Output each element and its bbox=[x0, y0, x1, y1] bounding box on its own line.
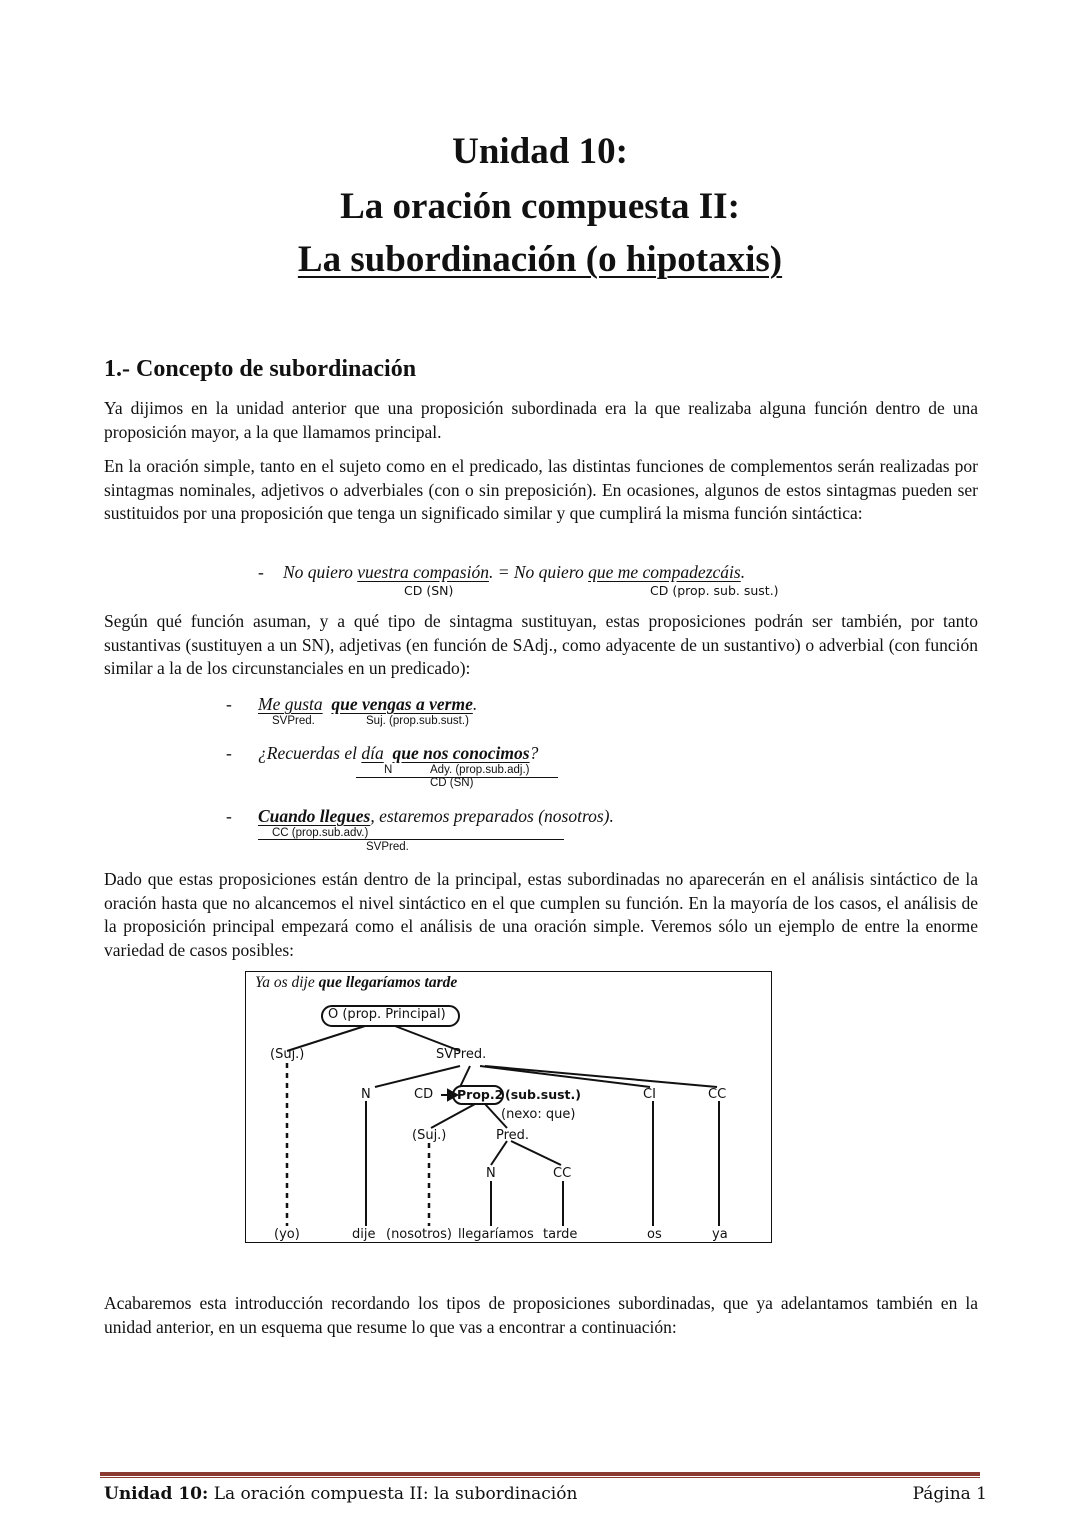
example-0-cd1: vuestra compasión bbox=[357, 562, 489, 582]
paragraph-1: Ya dijimos en la unidad anterior que una proposición subordinada era la que realizaba alguna función dentro de una proposición mayor, a la que llamamos principal. bbox=[104, 398, 978, 442]
diagram-cc-label: CC bbox=[708, 1087, 727, 1102]
title-line-3: La subordinación (o hipotaxis) bbox=[297, 239, 783, 280]
diagram-word-dije: dije bbox=[352, 1227, 376, 1242]
example-0-part: . bbox=[740, 562, 746, 582]
example-0-label-cd-prop: CD (prop. sub. sust.) bbox=[650, 583, 779, 598]
example-1-label-svpred: SVPred. bbox=[272, 715, 315, 727]
example-3-label-svpred: SVPred. bbox=[366, 841, 409, 853]
example-2-qmark: ? bbox=[529, 743, 539, 763]
title-line-3-wrap bbox=[0, 238, 1080, 281]
example-2-label-ady: Ady. (prop.sub.adj.) bbox=[430, 764, 530, 776]
diagram-word-ya: ya bbox=[712, 1227, 728, 1242]
diagram-word-os: os bbox=[647, 1227, 662, 1242]
example-3-sentence bbox=[258, 806, 614, 827]
example-1-suj: que vengas a verme bbox=[331, 694, 473, 714]
diagram-subsust-label: (sub.sust.) bbox=[505, 1087, 581, 1102]
diagram-pred-label: Pred. bbox=[496, 1128, 530, 1143]
example-0-part: No quiero bbox=[283, 562, 358, 582]
bullet-dash: - bbox=[226, 743, 232, 763]
diagram-suj2-label: (Suj.) bbox=[412, 1128, 447, 1143]
title-line-1: Unidad 10: bbox=[452, 131, 628, 172]
example-2-sentence bbox=[258, 743, 538, 764]
diagram-word-yo: (yo) bbox=[274, 1227, 300, 1242]
title-line-2: La oración compuesta II: bbox=[340, 186, 740, 227]
footer-rule bbox=[100, 1472, 980, 1476]
diagram-sentence-plain: Ya os dije bbox=[255, 974, 319, 991]
example-0-cd2: que me compadezcáis bbox=[588, 562, 741, 582]
diagram-cd-label: CD bbox=[414, 1087, 434, 1102]
diagram-ci-label: CI bbox=[643, 1087, 656, 1102]
example-1-period: . bbox=[472, 694, 478, 714]
footer-title-bold: Unidad 10: bbox=[104, 1484, 209, 1504]
paragraph-5: Acabaremos esta introducción recordando los tipos de proposiciones subordinadas, que ya adelantamos también en la unidad anterior, en un esquema que resume lo que vas a encontrar a continuación: bbox=[104, 1293, 978, 1337]
example-2-label-n: N bbox=[384, 764, 393, 776]
diagram-sentence-bold: que llegaríamos tarde bbox=[318, 974, 458, 991]
footer-rule-thin bbox=[100, 1477, 980, 1478]
example-2-part: ¿Recuerdas el bbox=[258, 743, 362, 763]
bullet-dash: - bbox=[226, 694, 232, 714]
section-heading: 1.- Concepto de subordinación bbox=[104, 356, 417, 382]
example-2-noun: día bbox=[361, 743, 384, 763]
diagram-n-label: N bbox=[361, 1087, 371, 1102]
example-3-label-cc: CC (prop.sub.adv.) bbox=[272, 827, 369, 839]
example-3-part: , estaremos preparados (nosotros). bbox=[370, 806, 614, 826]
diagram-root-label: O (prop. Principal) bbox=[328, 1007, 446, 1022]
paragraph-3: Según qué función asuman, y a qué tipo de sintagma sustituyan, estas proposiciones podrán ser también, por tanto sustantivas (sustituyen a un SN), adjetivas (en función de SAdj., como adyacente de un sustantivo) o adverbial (con función similar a la de los circunstanciales en un predicado): bbox=[104, 611, 978, 678]
diagram-n2-label: N bbox=[486, 1166, 496, 1181]
example-0-sentence bbox=[283, 562, 745, 583]
bullet-dash: - bbox=[258, 562, 264, 582]
example-2-adj-prop: que nos conocimos bbox=[392, 743, 530, 763]
diagram-suj-label: (Suj.) bbox=[270, 1047, 305, 1062]
paragraph-4: Dado que estas proposiciones están dentro de la principal, estas subordinadas no aparecerán en el análisis sintáctico de la oración hasta que no alcancemos el nivel sintáctico en el que cumplen su función. En la mayoría de los casos, el análisis de la proposición principal empezará como el análisis de una oración simple. Veremos sólo un ejemplo de entre la enorme variedad de casos posibles: bbox=[104, 869, 978, 960]
example-3-cc-prop: Cuando llegues bbox=[258, 806, 371, 826]
paragraph-2: En la oración simple, tanto en el sujeto como en el predicado, las distintas funciones de complementos serán realizadas por sintagmas nominales, adjetivos o adverbiales (con o sin preposición). En ocasiones, algunos de estos sintagmas pueden ser sustituidos por una proposición que tenga un significado similar y que cumplirá la misma función sintáctica: bbox=[104, 456, 978, 523]
diagram-word-nosotros: (nosotros) bbox=[386, 1227, 452, 1242]
example-3-svpred-rule bbox=[258, 839, 564, 840]
example-2-label-cd: CD (SN) bbox=[430, 777, 474, 789]
diagram-prop2-label: Prop.2 bbox=[457, 1087, 504, 1102]
footer-page-number: Página 1 bbox=[912, 1484, 987, 1504]
footer-title bbox=[104, 1484, 577, 1504]
diagram-word-llegariamos: llegaríamos bbox=[458, 1227, 534, 1242]
diagram-word-tarde: tarde bbox=[543, 1227, 578, 1242]
diagram-cc2-label: CC bbox=[553, 1166, 572, 1181]
example-0-label-cd-sn: CD (SN) bbox=[404, 583, 454, 598]
example-1-label-suj: Suj. (prop.sub.sust.) bbox=[366, 715, 469, 727]
example-0-part: . = No quiero bbox=[488, 562, 589, 582]
footer-title-rest: La oración compuesta II: la subordinación bbox=[208, 1484, 578, 1504]
bullet-dash: - bbox=[226, 806, 232, 826]
example-1-svpred: Me gusta bbox=[258, 694, 323, 714]
example-1-sentence bbox=[258, 694, 477, 715]
diagram-svpred-label: SVPred. bbox=[436, 1047, 487, 1062]
diagram-nexo-label: (nexo: que) bbox=[501, 1107, 576, 1122]
